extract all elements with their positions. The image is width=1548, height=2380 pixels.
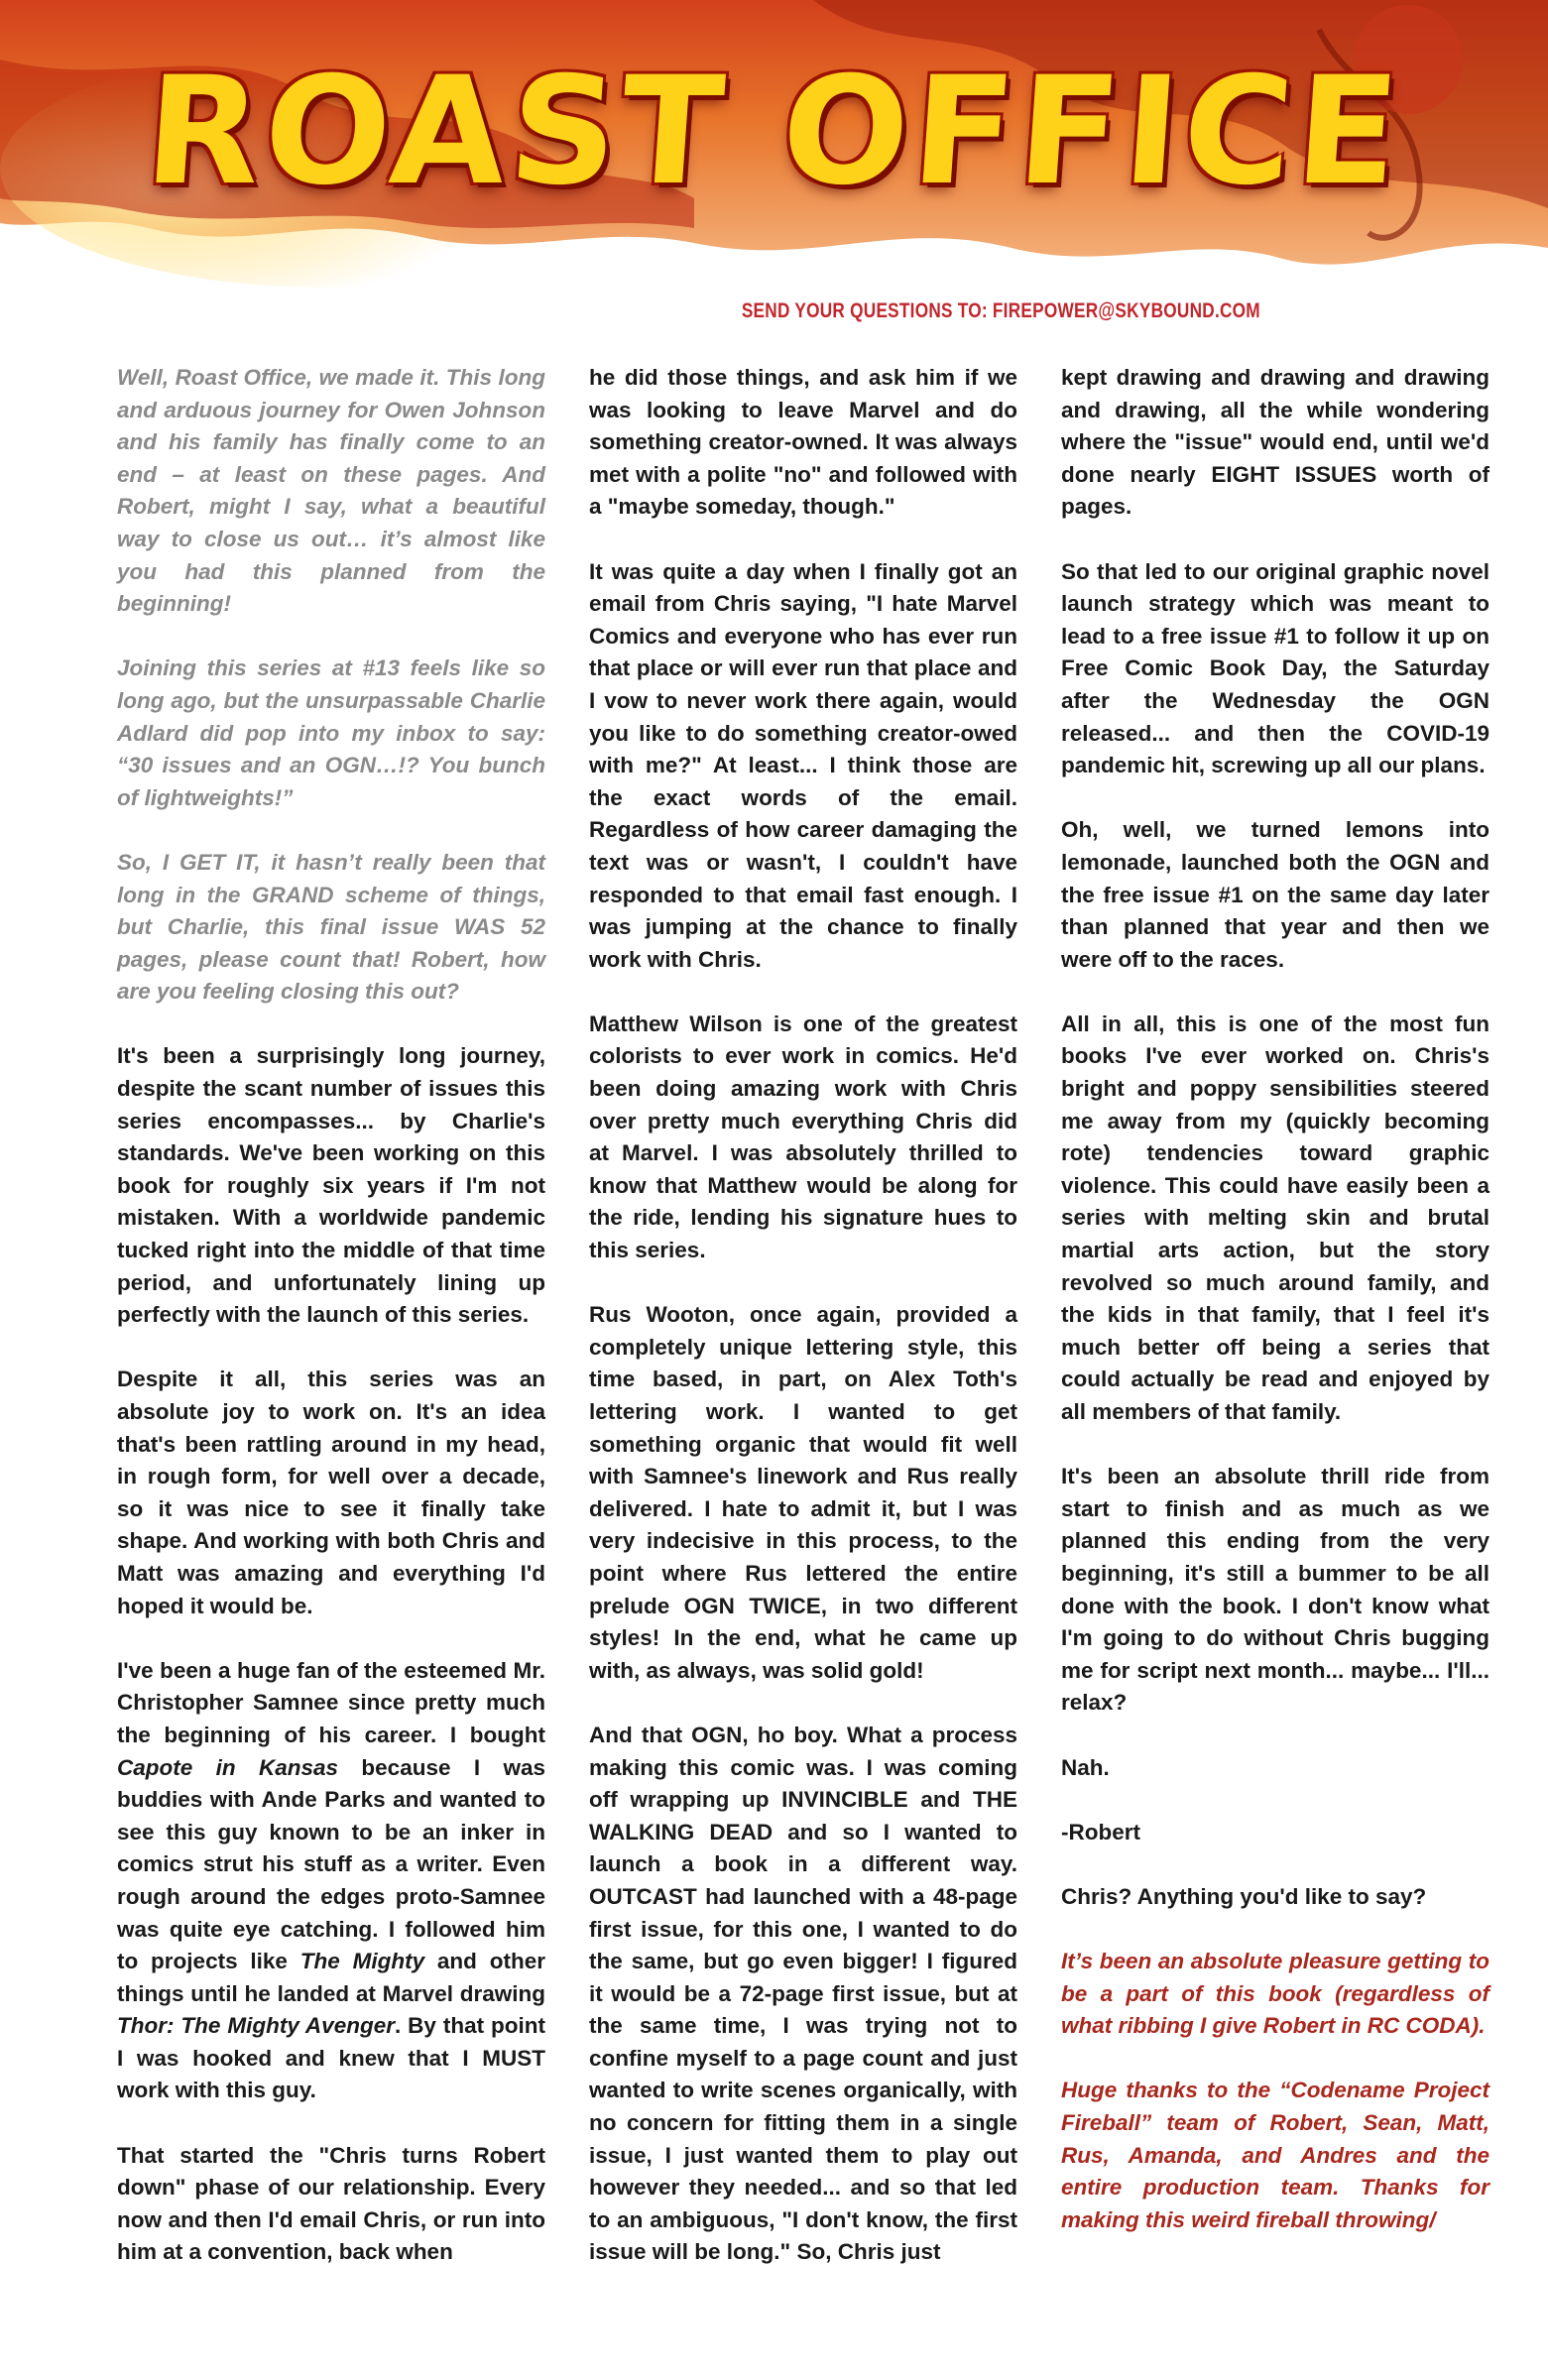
column-1 [117,362,545,2302]
send-questions-email: SEND YOUR QUESTIONS TO: FIREPOWER@SKYBOUND.COM [741,299,1260,322]
answer-paragraph: Despite it all, this series was an absolute joy to work on. It's an idea that's been rattling around in my head, in rough form, for well over a decade, so it was nice to see it finally take shape. And working with both Chris and Matt was amazing and everything I'd hoped it would be. [117,1367,545,1618]
answer-paragraph: Matthew Wilson is one of the greatest colorists to ever work in comics. He'd been doing amazing work with Chris over pretty much everything Chris did at Marvel. I was absolutely thrilled to know that Matthew would be along for the ride, lending his signature hues to this series. [589,1011,1017,1263]
book-title: The Mighty [299,1949,425,1974]
text-run: and other things until he landed at Marvel drawing [117,1949,545,2006]
answer-paragraph: It's been a surprisingly long journey, despite the scant number of issues this series encompasses... by Charlie's standards. We've been working on this book for roughly six years if I'm not mistaken. With a worldwide pandemic tucked right into the middle of that time period, and unfortunately lining up perfectly with the launch of this series. [117,1043,545,1328]
column-3 [1061,362,1489,2269]
answer-paragraph: And that OGN, ho boy. What a process making this comic was. I was coming off wrapping up INVINCIBLE and THE WALKING DEAD and so I wanted to launch a book in a different way. OUTCAST had launched with a 48-page first issue, for this one, I wanted to do the same, but go even bigger! I figured it would be a 72-page first issue, but at the same time, I was trying not to confine myself to a page count and just wanted to write scenes organically, with no concern for fitting them in a single issue, I just wanted them to play out however they needed... and so that led to an ambiguous, "I don't know, the first issue will be long." So, Chris just [589,1722,1017,2265]
column-2 [589,362,1017,2302]
answer-paragraph: Rus Wooton, once again, provided a completely unique lettering style, this time based, in part, on Alex Toth's lettering work. I wanted to get something organic that would fit well with Samnee's linework and Rus really delivered. I hate to admit it, but I was very indecisive in this process, to the point where Rus lettered the entire prelude OGN TWICE, in two different styles! In the end, what he came up with, as always, was solid gold! [589,1302,1017,1683]
question-paragraph: Well, Roast Office, we made it. This long and arduous journey for Owen Johnson and his family has finally come to an end – at least on these pages. And Robert, might I say, what a beautiful way to close us out… it’s almost like you had this planned from the beginning! [117,365,545,617]
answer-paragraph: he did those things, and ask him if we was looking to leave Marvel and do something creator-owned. It was always met with a polite "no" and followed with a "maybe someday, though." [589,365,1017,520]
book-title: Capote in Kansas [117,1754,339,1780]
signature: -Robert [1061,1819,1140,1844]
answer-paragraph: Oh, well, we turned lemons into lemonade, launched both the OGN and the free issue #1 on the same day later than planned that year and then we were off to the races. [1061,817,1489,972]
text-run: because I was buddies with Ande Parks and wanted to see this guy known to be an inker in comics strut his stuff as a writer. Even rough around the edges proto-Samnee was quite eye catching. I followed him to projects like [117,1754,545,1974]
header-banner [0,0,1548,298]
answer-paragraph: So that led to our original graphic novel launch strategy which was meant to lead to a free issue #1 to follow it up on Free Comic Book Day, the Saturday after the Wednesday the OGN released... and then the COVID-19 pandemic hit, screwing up all our plans. [1061,558,1489,778]
reply-paragraph: It’s been an absolute pleasure getting to be a part of this book (regardless of what ribbing I give Robert in RC CODA). [1061,1949,1489,2039]
question-paragraph: So, I GET IT, it hasn’t really been that long in the GRAND scheme of things, but Charlie, this final issue WAS 52 pages, please count that! Robert, how are you feeling closing this out? [117,849,545,1005]
question-paragraph: Joining this series at #13 feels like so long ago, but the unsurpassable Charlie Adlard did pop into my inbox to say: “30 issues and an OGN…!? You bunch of lightweights!” [117,655,545,810]
text-run: . By that point I was hooked and knew that I MUST work with this guy. [117,2013,545,2103]
page-title: ROAST OFFICE [140,46,1408,218]
book-title: Thor: The Mighty Avenger [117,2013,395,2039]
answer-paragraph: All in all, this is one of the most fun books I've ever worked on. Chris's bright and poppy sensibilities steered me away from my (quickly becoming rote) tendencies toward graphic violence. This could have easily been a series with melting skin and brutal martial arts action, but the story revolved so much around family, and the kids in that family, that I feel it's much better off being a series that could actually be read and enjoyed by all members of that family. [1061,1011,1489,1424]
answer-paragraph: That started the "Chris turns Robert down" phase of our relationship. Every now and then I'd email Chris, or run into him at a convention, back when [117,2142,545,2265]
answer-paragraph [117,1655,545,2107]
answer-paragraph: kept drawing and drawing and drawing and drawing, all the while wondering where the "issue" would end, until we'd done nearly EIGHT ISSUES worth of pages. [1061,365,1489,520]
answer-paragraph: Nah. [1061,1754,1110,1780]
text-run: I've been a huge fan of the esteemed Mr. Christopher Samnee since pretty much the beginning of his career. I bought [117,1657,545,1747]
reply-paragraph: Huge thanks to the “Codename Project Fireball” team of Robert, Sean, Matt, Rus, Amanda, and Andres and the entire production team. Thanks for making this weird fireball throwing/ [1061,2078,1489,2232]
answer-paragraph: Chris? Anything you'd like to say? [1061,1883,1427,1909]
answer-paragraph: It's been an absolute thrill ride from start to finish and as much as we planned this ending from the very beginning, it's still a bummer to be all done with the book. I don't know what I'm going to do without Chris bugging me for script next month... maybe... I'll... relax? [1061,1464,1489,1716]
answer-paragraph: It was quite a day when I finally got an email from Chris saying, "I hate Marvel Comics and everyone who has ever run that place or will ever run that place and I vow to never work there again, would you like to do something creator-owed with me?" At least... I think those are the exact words of the email. Regardless of how career damaging the text was or wasn't, I couldn't have responded to that email fast enough. I was jumping at the chance to finally work with Chris. [589,558,1017,972]
